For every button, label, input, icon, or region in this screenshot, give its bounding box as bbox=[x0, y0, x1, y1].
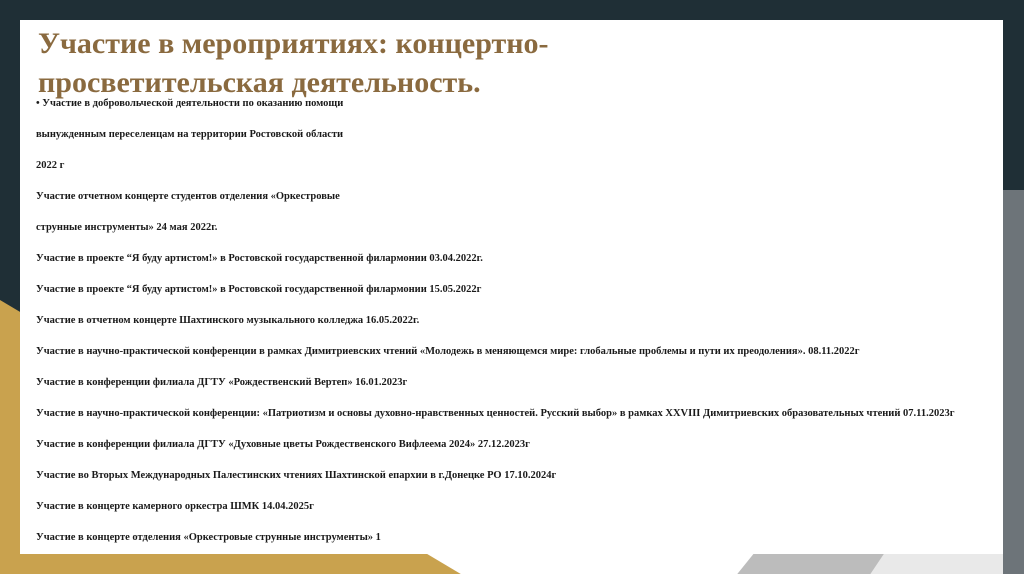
list-item: Участие в конференции филиала ДГТУ «Рождественский Вертеп» 16.01.2023г bbox=[36, 377, 408, 388]
list-item: Участие во Вторых Международных Палестинских чтениях Шахтинской епархии в г.Донецке РО 17.10.2024г bbox=[36, 470, 557, 481]
list-item: вынужденным переселенцам на территории Ростовской области bbox=[36, 129, 344, 140]
background-right-strip bbox=[1003, 190, 1024, 574]
list-item: Участие в научно-практической конференции в рамках Димитриевских чтений «Молодежь в меняющемся мире: глобальные проблемы и пути их преодоления». 08.11.2022г bbox=[36, 346, 860, 357]
list-item: Участие отчетном концерте студентов отделения «Оркестровые bbox=[36, 191, 340, 202]
list-item: 2022 г bbox=[36, 160, 65, 171]
slide-title: Участие в мероприятиях: концертно-просветительская деятельность. bbox=[38, 27, 549, 99]
list-item: Участие в проекте “Я буду артистом!» в Ростовской государственной филармонии 15.05.2022г bbox=[36, 284, 482, 295]
list-item: Участие в научно-практической конференции: «Патриотизм и основы духовно-нравственных ценностей. Русский выбор» в рамках XXVIII Димитриевских образовательных чтений 07.11.2023г bbox=[36, 408, 955, 419]
list-item: струнные инструменты» 24 мая 2022г. bbox=[36, 222, 218, 233]
list-item: Участие в концерте камерного оркестра ШМК 14.04.2025г bbox=[36, 501, 314, 512]
list-item: Участие в конференции филиала ДГТУ «Духовные цветы Рождественского Вифлеема 2024» 27.12.2023г bbox=[36, 439, 530, 450]
slide-card bbox=[20, 20, 1003, 554]
list-item: Участие в отчетном концерте Шахтинского музыкального колледжа 16.05.2022г. bbox=[36, 315, 420, 326]
list-item: • Участие в добровольческой деятельности по оказанию помощи bbox=[36, 98, 344, 109]
list-item: Участие в проекте “Я буду артистом!» в Ростовской государственной филармонии 03.04.2022г. bbox=[36, 253, 483, 264]
list-item: Участие в концерте отделения «Оркестровые струнные инструменты» 1 bbox=[36, 532, 381, 543]
event-list bbox=[36, 97, 986, 554]
